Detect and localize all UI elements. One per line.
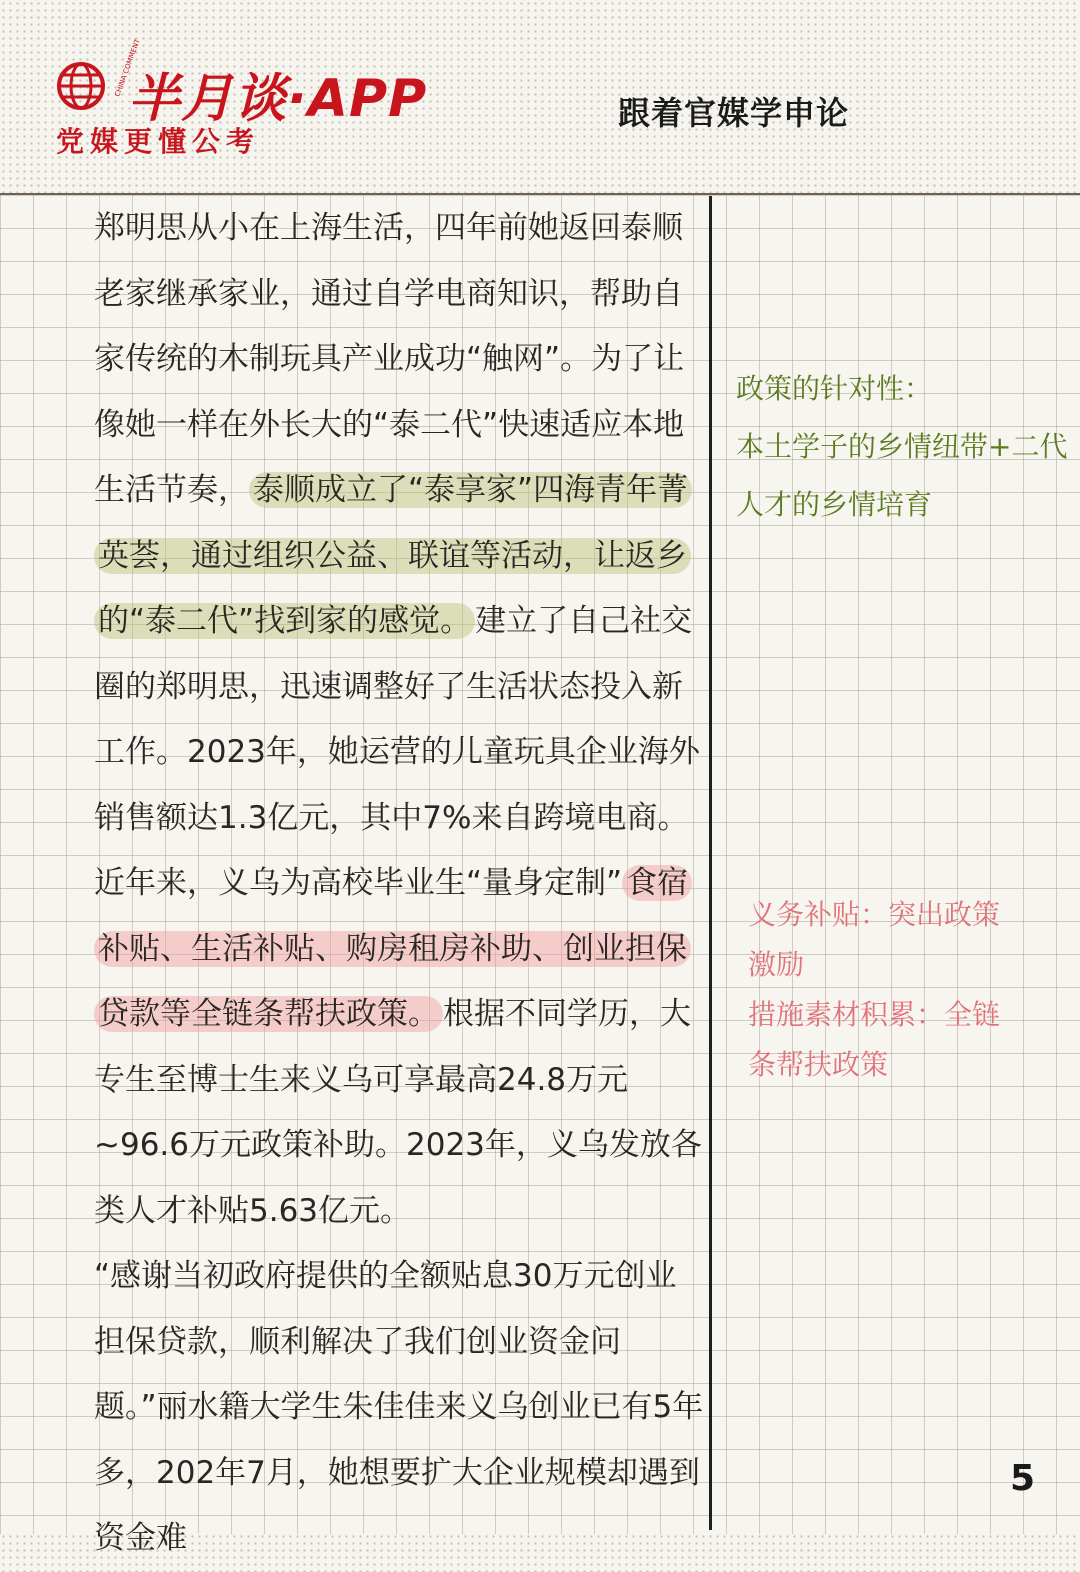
paragraph-2-highlight: 食宿补贴、生活补贴、购房租房补助、创业担保贷款等全链条帮扶政策。 bbox=[94, 865, 692, 1032]
article-body bbox=[30, 196, 706, 1572]
paragraph-3 bbox=[30, 1244, 706, 1572]
paragraph-2 bbox=[30, 851, 706, 1244]
margin-note-pink bbox=[748, 890, 1048, 1090]
paragraph-1-text-b: 建立了自己社交圈的郑明思，迅速调整好了生活状态投入新工作。2023年，她运营的儿童玩具企业海外销售额达1.3亿元，其中7%来自跨境电商。 bbox=[94, 603, 700, 836]
paragraph-3-text: “感谢当初政府提供的全额贴息30万元创业担保贷款，顺利解决了我们创业资金问题。”丽水籍大学生朱佳佳来义乌创业已有5年多，202年7月，她想要扩大企业规模却遇到资金难 bbox=[94, 1258, 704, 1556]
paragraph-2-text-a: 近年来，义乌为高校毕业生“量身定制” bbox=[94, 865, 623, 901]
note-line: 条帮扶政策 bbox=[748, 1048, 889, 1081]
paragraph-1-text-a: 郑明思从小在上海生活，四年前她返回泰顺老家继承家业，通过自学电商知识，帮助自家传统的木制玩具产业成功“触网”。为了让像她一样在外长大的“泰二代”快速适应本地生活节奏， bbox=[94, 210, 685, 508]
page-number: 5 bbox=[1010, 1458, 1036, 1499]
note-line: 政策的针对性： bbox=[736, 372, 933, 405]
logo-subtitle: 党媒更懂公考 bbox=[56, 125, 261, 158]
note-line: 激励 bbox=[748, 948, 805, 981]
globe-icon bbox=[55, 37, 142, 112]
header bbox=[0, 0, 1080, 193]
note-line: 人才的乡情培育 bbox=[736, 488, 933, 521]
column-divider bbox=[709, 196, 712, 1530]
note-line: 义务补贴：突出政策 bbox=[748, 898, 1001, 931]
logo-text: 半月谈·APP bbox=[128, 69, 428, 129]
header-divider bbox=[0, 193, 1080, 195]
header-tagline: 跟着官媒学申论 bbox=[618, 94, 850, 132]
paragraph-1-highlight: 泰顺成立了“泰享家”四海青年菁英荟，通过组织公益、联谊等活动，让返乡的“泰二代”找到家的感觉。 bbox=[94, 472, 692, 639]
margin-note-green bbox=[736, 360, 1067, 534]
note-line: 本土学子的乡情纽带+二代 bbox=[736, 430, 1068, 463]
logo-small-text: CHINA COMMENT bbox=[113, 37, 142, 98]
paragraph-1 bbox=[30, 196, 706, 851]
paragraph-2-text-b: 根据不同学历，大专生至博士生来义乌可享最高24.8万元~96.6万元政策补助。2023年，义乌发放各类人才补贴5.63亿元。 bbox=[94, 996, 702, 1229]
note-line: 措施素材积累：全链 bbox=[748, 998, 1001, 1031]
